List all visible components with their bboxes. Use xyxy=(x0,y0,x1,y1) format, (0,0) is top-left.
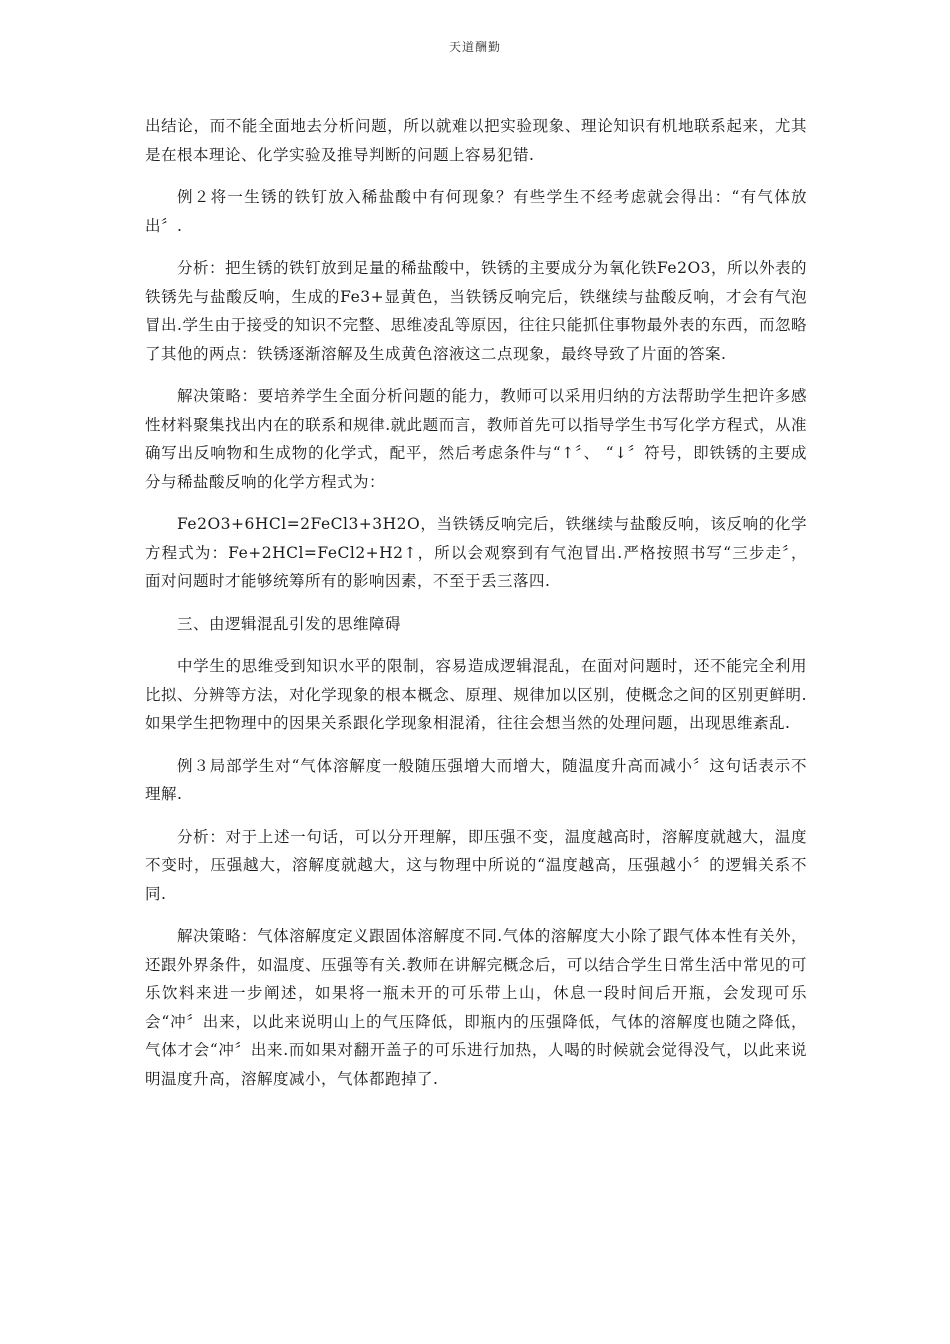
paragraph-analysis-2: 分析：把生锈的铁钉放到足量的稀盐酸中，铁锈的主要成分为氧化铁Fe2O3，所以外表的铁锈先与盐酸反响，生成的Fe3+显黄色，当铁锈反响完后，铁继续与盐酸反响，才会有气泡冒出.学生由于接受的知识不完整、思维凌乱等原因，往往只能抓住事物最外表的东西，而忽略了其他的两点：铁锈逐渐溶解及生成黄色溶液这二点现象，最终导致了片面的答案. xyxy=(145,259,808,363)
paragraph-strategy-3: 解决策略：气体溶解度定义跟固体溶解度不同.气体的溶解度大小除了跟气体本性有关外，还跟外界条件，如温度、压强等有关.教师在讲解完概念后，可以结合学生日常生活中常见的可乐饮料来进一步阐述，如果将一瓶未开的可乐带上山，休息一段时间后开瓶，会发现可乐会“冲〞出来，以此来说明山上的气压降低，即瓶内的压强降低，气体的溶解度也随之降低，气体才会“冲〞出来.而如果对翻开盖子的可乐进行加热，人喝的时候就会觉得没气，以此来说明温度升高，溶解度减小，气体都跑掉了. xyxy=(145,927,807,1088)
section-heading-3: 三、由逻辑混乱引发的思维障碍 xyxy=(177,614,402,633)
paragraph-example-2: 例２将一生锈的铁钉放入稀盐酸中有何现象？有些学生不经考虑就会得出：“有气体放出〞. xyxy=(145,188,807,235)
paragraph-equation: Fe2O3+6HCl=2FeCl3+3H2O，当铁锈反响完后，铁继续与盐酸反响，该反响的化学方程式为：Fe+2HCl=FeCl2+H2↑，所以会观察到有气泡冒出.严格按照书写“三步走〞， 面对问题时才能够统筹所有的影响因素，不至于丢三落四. xyxy=(145,515,807,590)
paragraph-strategy-2: 解决策略：要培养学生全面分析问题的能力，教师可以采用归纳的方法帮助学生把许多感性材料聚集找出内在的联系和规律.就此题而言，教师首先可以指导学生书写化学方程式，从准确写出反响物和生成物的化学式，配平，然后考虑条件与“↑〞、 “↓〞符号，即铁锈的主要成分与稀盐酸反响的化学方程式为： xyxy=(145,387,807,491)
paragraph-section-3-intro: 中学生的思维受到知识水平的限制，容易造成逻辑混乱，在面对问题时，还不能完全利用比拟、分辨等方法，对化学现象的根本概念、原理、规律加以区别，使概念之间的区别更鲜明.如果学生把物理中的因果关系跟化学现象相混淆，往往会想当然的处理问题，出现思维紊乱. xyxy=(145,657,807,732)
paragraph-analysis-3: 分析：对于上述一句话，可以分开理解，即压强不变，温度越高时，溶解度就越大，温度不变时，压强越大，溶解度就越大，这与物理中所说的“温度越高，压强越小〞的逻辑关系不同. xyxy=(145,827,807,903)
paragraph-example-3: 例３局部学生对“气体溶解度一般随压强增大而增大，随温度升高而减小〞这句话表示不理解. xyxy=(145,756,807,803)
paragraph-continuation: 出结论，而不能全面地去分析问题，所以就难以把实验现象、理论知识有机地联系起来，尤其是在根本理论、化学实验及推导判断的问题上容易犯错. xyxy=(145,117,807,164)
page-header: 天道酬勤 xyxy=(448,40,501,54)
document-body xyxy=(145,112,807,1107)
